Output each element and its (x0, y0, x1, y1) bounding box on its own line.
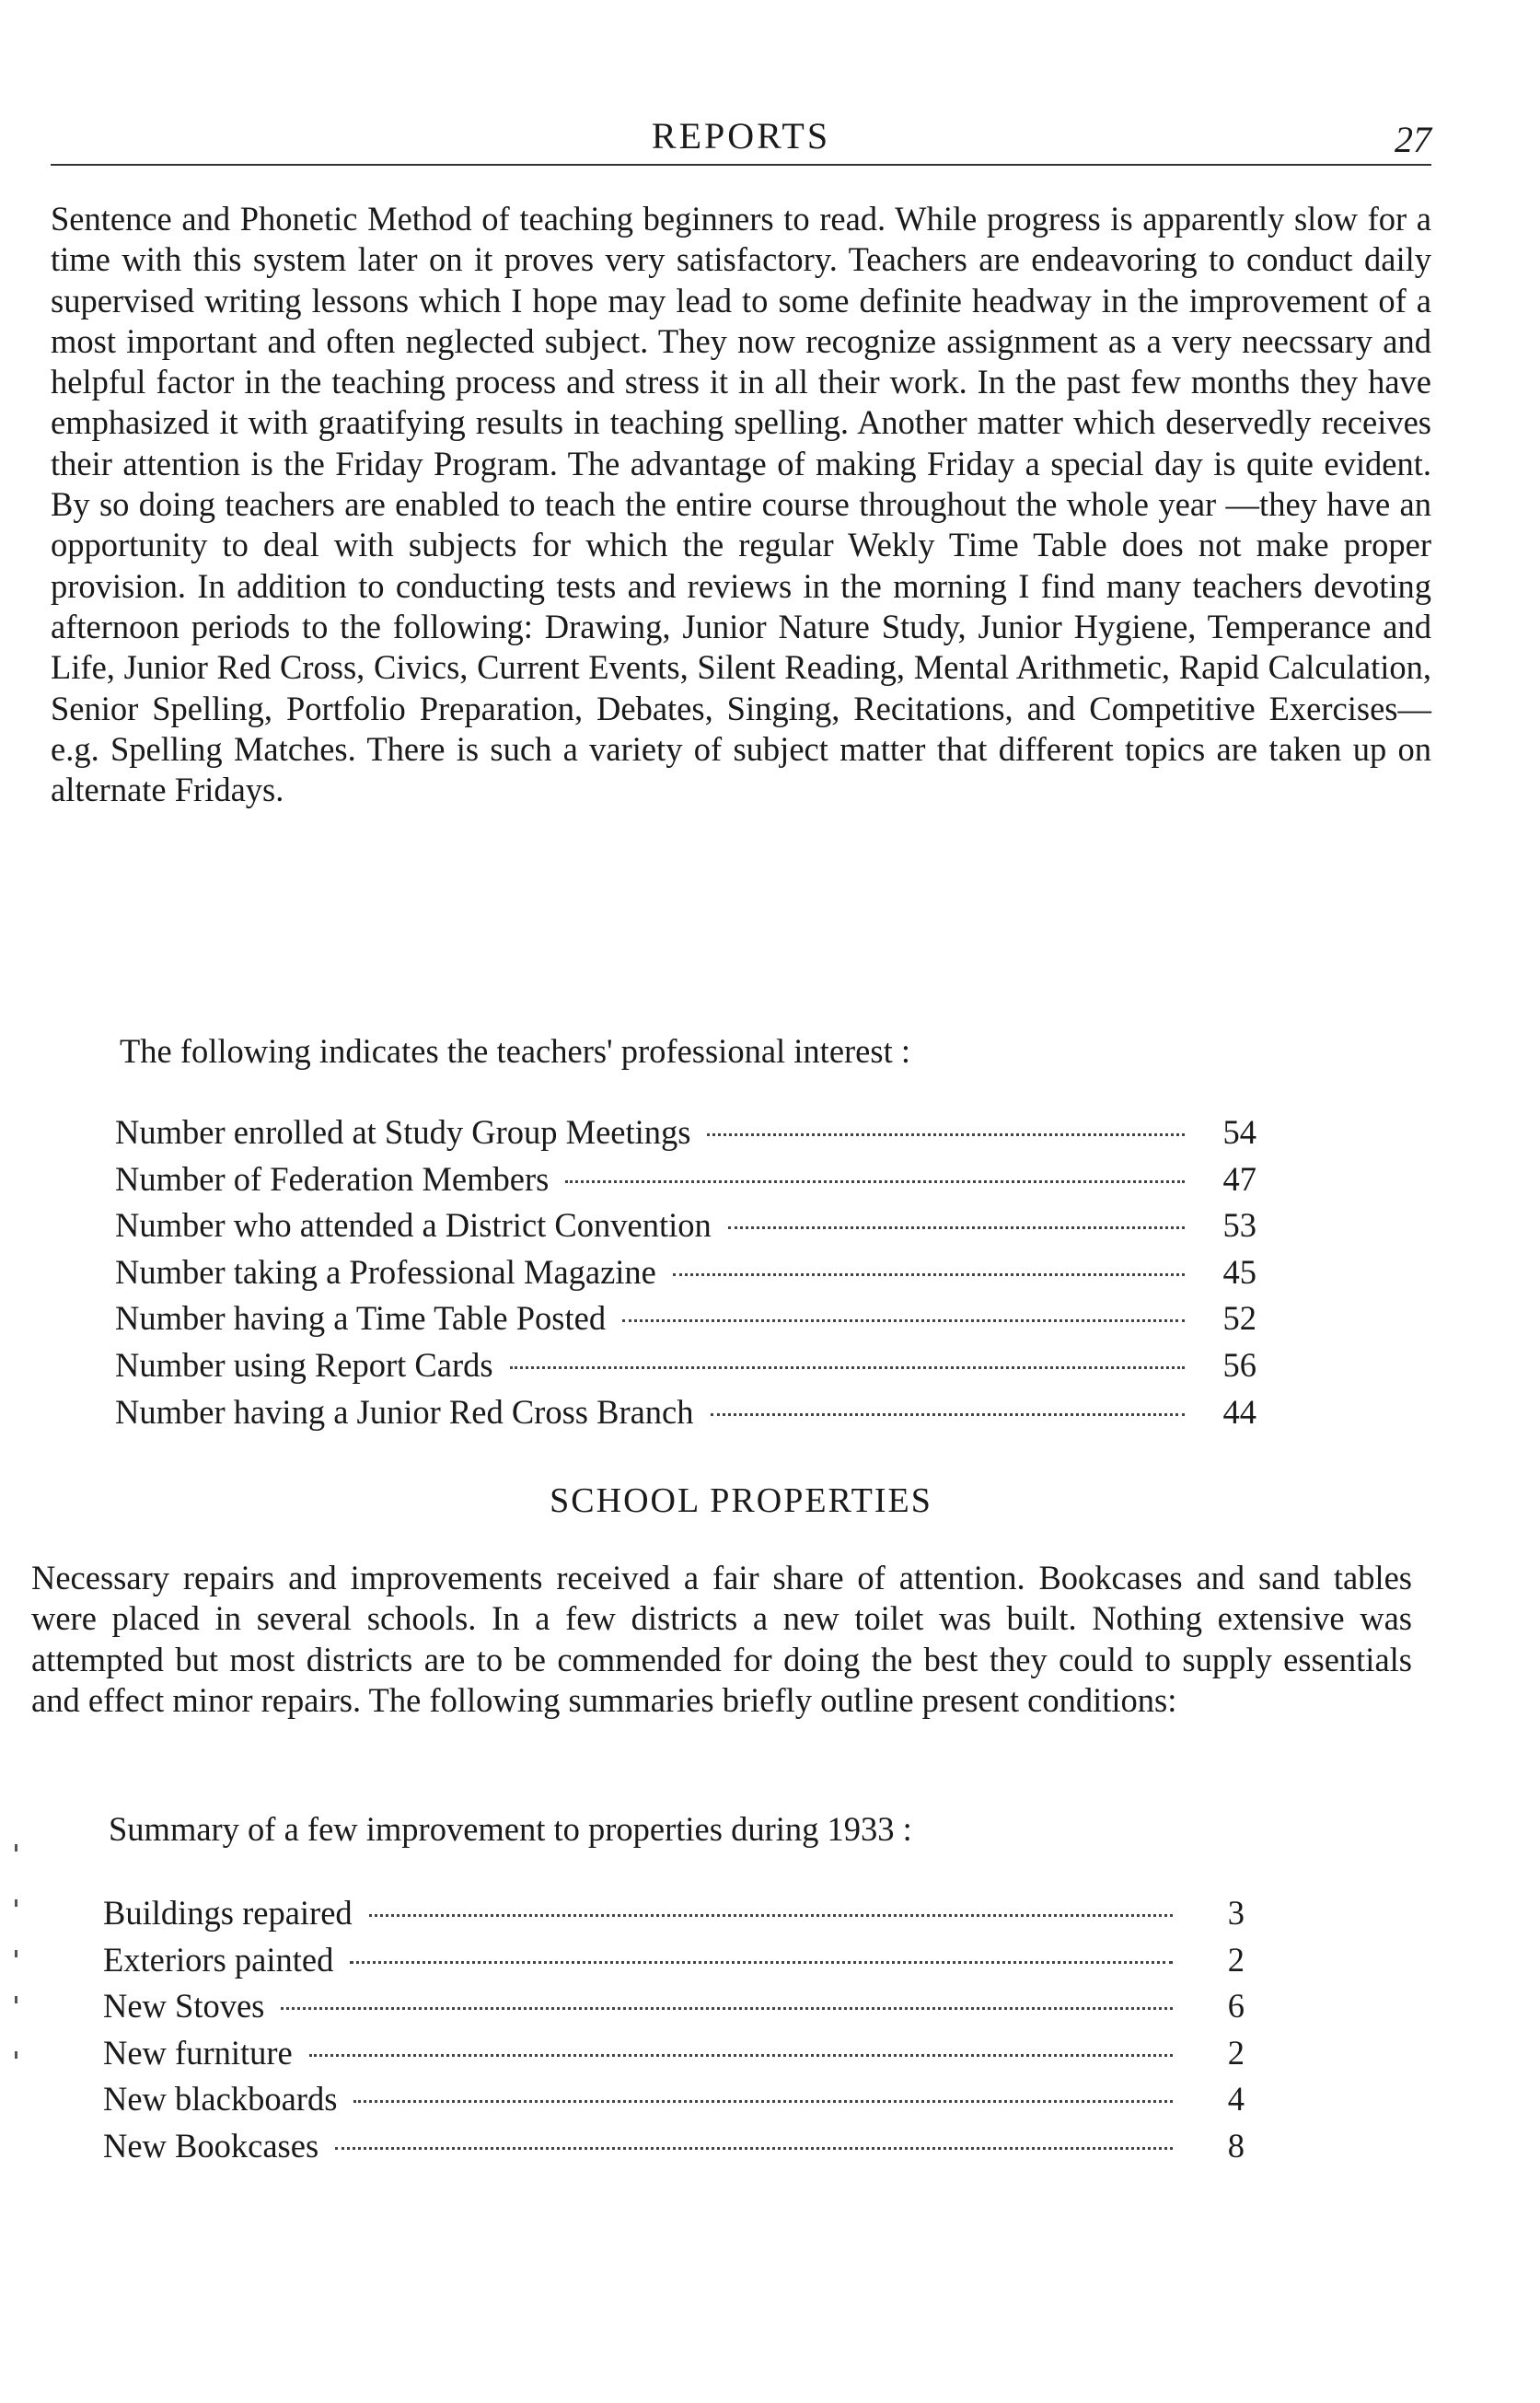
professional-interest-list (115, 1109, 1256, 1435)
item-label: Number of Federation Members (115, 1159, 550, 1198)
dot-leader (350, 1961, 1173, 1964)
item-value: 3 (1227, 1894, 1245, 1932)
item-label: Number who attended a District Convention (115, 1206, 712, 1245)
list-item (103, 2030, 1245, 2077)
item-label: Number enrolled at Study Group Meetings (115, 1113, 691, 1151)
list-item (115, 1249, 1256, 1296)
item-value: 52 (1222, 1299, 1256, 1338)
list-item (103, 1937, 1245, 1984)
item-value: 6 (1227, 1987, 1245, 2025)
list-item (103, 2076, 1245, 2123)
dot-leader (281, 2007, 1173, 2010)
dot-leader (353, 2100, 1173, 2103)
item-value: 4 (1227, 2080, 1245, 2118)
list-item (115, 1295, 1256, 1342)
list-item (115, 1156, 1256, 1203)
dot-leader (707, 1133, 1185, 1136)
dot-leader (622, 1319, 1185, 1322)
item-value: 53 (1222, 1206, 1256, 1245)
list-item (103, 1983, 1245, 2030)
margin-mark (15, 1844, 17, 1852)
dot-leader (369, 1914, 1173, 1917)
item-value: 56 (1222, 1345, 1256, 1384)
margin-mark (15, 1996, 17, 2003)
item-value: 45 (1222, 1252, 1256, 1291)
dot-leader (728, 1226, 1185, 1229)
item-value: 2 (1227, 1940, 1245, 1979)
item-label: New blackboards (103, 2080, 338, 2118)
dot-leader (335, 2147, 1173, 2150)
dot-leader (510, 1366, 1185, 1369)
item-value: 8 (1227, 2126, 1245, 2165)
item-label: Number taking a Professional Magazine (115, 1252, 656, 1291)
property-improvements-list (103, 1890, 1245, 2169)
list-item (115, 1389, 1256, 1436)
summary-intro: Summary of a few improvement to properties during 1933 : (109, 1810, 912, 1848)
list-item (115, 1202, 1256, 1249)
list-item (115, 1342, 1256, 1389)
item-label: Buildings repaired (103, 1894, 353, 1932)
list-item (115, 1109, 1256, 1156)
item-value: 2 (1227, 2033, 1245, 2072)
dot-leader (673, 1273, 1185, 1276)
paragraph-teaching-methods: Sentence and Phonetic Method of teaching beginners to read. While progress is apparently slow for a time with this system later on it proves very satisfactory. Teachers are endeavoring to conduct daily supervised writing lessons which I hope may lead to some definite headway in the improvement of a most important and often neglected subject. They now recognize assignment as a very neecssary and helpful factor in the teaching process and stress it in all their work. In the past few months they have emphasized it with graatifying results in teaching spelling. Another matter which deservedly receives their attention is the Friday Program. The advantage of making Friday a special day is quite evident. By so doing teachers are enabled to teach the entire course throughout the whole year —they have an opportunity to deal with subjects for which the regular Wekly Time Table does not make proper provision. In addition to conducting tests and reviews in the morning I find many teachers devoting afternoon periods to the following: Drawing, Junior Nature Study, Junior Hygiene, Temperance and Life, Junior Red Cross, Civics, Current Events, Silent Reading, Mental Arithmetic, Rapid Calculation, Senior Spelling, Portfolio Preparation, Debates, Singing, Recitations, and Competitive Exercises—e.g. Spelling Matches. There is such a variety of subject matter that different topics are taken up on alternate Fridays. (51, 200, 1431, 809)
page-number: 27 (1395, 119, 1431, 160)
item-value: 44 (1222, 1392, 1256, 1431)
item-label: Number having a Time Table Posted (115, 1299, 607, 1338)
section-heading: SCHOOL PROPERTIES (550, 1481, 932, 1520)
item-value: 54 (1222, 1113, 1256, 1151)
item-label: Number having a Junior Red Cross Branch (115, 1392, 694, 1431)
dot-leader (565, 1180, 1185, 1183)
running-title: REPORTS (651, 115, 831, 157)
paragraph-school-properties: Necessary repairs and improvements received a fair share of attention. Bookcases and sand tables were placed in several schools. In a few districts a new toilet was built. Nothing extensive was attempted but most districts are to be commended for doing the best they could to supply essentials and effect minor repairs. The following summaries briefly outline present conditions: (31, 1559, 1412, 1719)
margin-mark (15, 1899, 17, 1907)
margin-mark (15, 2051, 17, 2059)
item-label: New Stoves (103, 1987, 265, 2025)
list-item (103, 1890, 1245, 1937)
dot-leader (711, 1413, 1185, 1416)
item-label: New Bookcases (103, 2126, 319, 2165)
item-label: Number using Report Cards (115, 1345, 493, 1384)
item-label: Exteriors painted (103, 1940, 334, 1979)
item-value: 47 (1222, 1159, 1256, 1198)
interest-intro: The following indicates the teachers' professional interest : (120, 1032, 910, 1070)
list-item (103, 2123, 1245, 2170)
running-head (51, 109, 1431, 166)
margin-mark (15, 1950, 17, 1957)
item-label: New furniture (103, 2033, 293, 2072)
dot-leader (309, 2054, 1173, 2057)
